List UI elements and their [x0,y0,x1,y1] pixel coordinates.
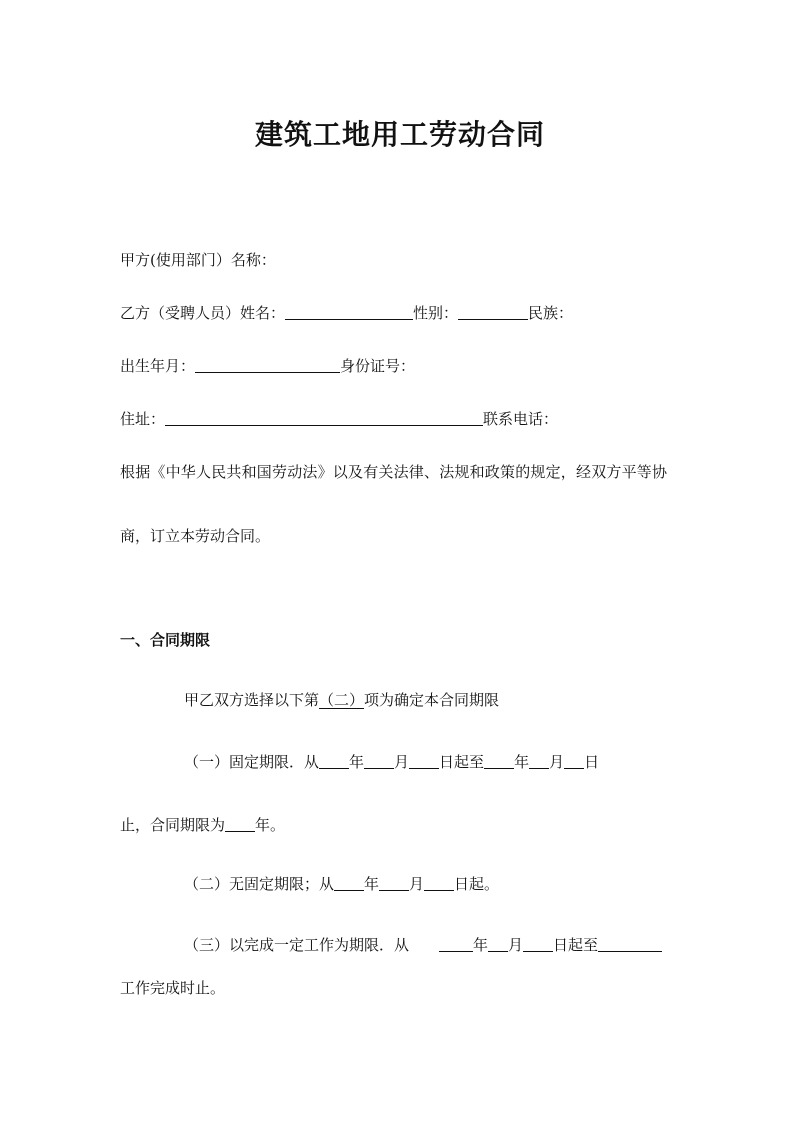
open-term-line [184,874,499,894]
address-line [120,409,558,429]
fixed-start-year-label: 年 [349,753,365,771]
birth-label: 出生年月： [120,357,196,375]
fixed-end-year-blank[interactable] [484,752,514,769]
task-start-month-blank[interactable] [488,935,508,952]
term-choice-before: 甲乙双方选择以下第 [184,691,320,709]
birth-blank[interactable] [195,356,340,373]
fixed-term-line [184,752,599,772]
fixed-term-lead: （一）固定期限．从 [184,753,320,771]
open-day-from-label: 日起。 [454,875,500,893]
fixed-start-month-label: 月 [394,753,410,771]
task-term-line [184,935,662,955]
id-number-label: 身份证号： [340,357,416,375]
fixed-term-cont-line [120,815,285,835]
party-b-gender-blank[interactable] [458,303,528,320]
party-b-ethnicity-label: 民族： [528,304,574,322]
fixed-start-year-blank[interactable] [319,752,349,769]
open-start-year-blank[interactable] [334,874,364,891]
birth-line [120,356,415,376]
section-1-heading: 一、合同期限 [120,631,211,649]
intro-line-1: 根据《中华人民共和国劳动法》以及有关法律、法规和政策的规定，经双方平等协 [120,463,668,481]
party-b-name-blank[interactable] [285,303,413,320]
fixed-day-from-label: 日起至 [439,753,485,771]
fixed-term-cont: 止，合同期限为 [120,816,226,834]
term-choice-value: （二） [319,691,365,709]
task-day-from-label: 日起至 [553,936,599,954]
fixed-term-cont-end: 年。 [255,816,286,834]
fixed-end-day-blank[interactable] [564,752,584,769]
address-blank[interactable] [165,409,483,426]
task-start-year-blank[interactable] [439,935,473,952]
fixed-term-years-blank[interactable] [225,815,255,832]
fixed-start-month-blank[interactable] [364,752,394,769]
open-start-month-blank[interactable] [379,874,409,891]
party-a-line [120,250,276,270]
phone-label: 联系电话： [483,410,559,428]
document-title: 建筑工地用工劳动合同 [254,118,545,151]
open-start-year-label: 年 [364,875,380,893]
task-end-blank[interactable] [598,935,662,952]
task-start-month-label: 月 [508,936,524,954]
task-term-lead: （三）以完成一定工作为期限．从 [184,936,410,954]
fixed-start-day-blank[interactable] [409,752,439,769]
intro-line-2: 商，订立本劳动合同。 [120,527,271,545]
open-term-lead: （二）无固定期限；从 [184,875,335,893]
fixed-end-year-label: 年 [514,753,530,771]
party-b-line [120,303,573,323]
party-a-label: 甲方(使用部门）名称： [120,251,276,269]
fixed-end-month-label: 月 [549,753,565,771]
party-b-name-label: 乙方（受聘人员）姓名： [120,304,286,322]
open-start-day-blank[interactable] [424,874,454,891]
task-start-year-label: 年 [473,936,489,954]
party-b-gender-label: 性别： [413,304,459,322]
fixed-end-month-blank[interactable] [529,752,549,769]
task-start-day-blank[interactable] [523,935,553,952]
term-choice-after: 项为确定本合同期限 [364,691,500,709]
open-start-month-label: 月 [409,875,425,893]
fixed-end-day-label: 日 [584,753,600,771]
term-choice-line [184,690,499,710]
task-term-end-line: 工作完成时止。 [120,979,226,997]
address-label: 住址： [120,410,166,428]
